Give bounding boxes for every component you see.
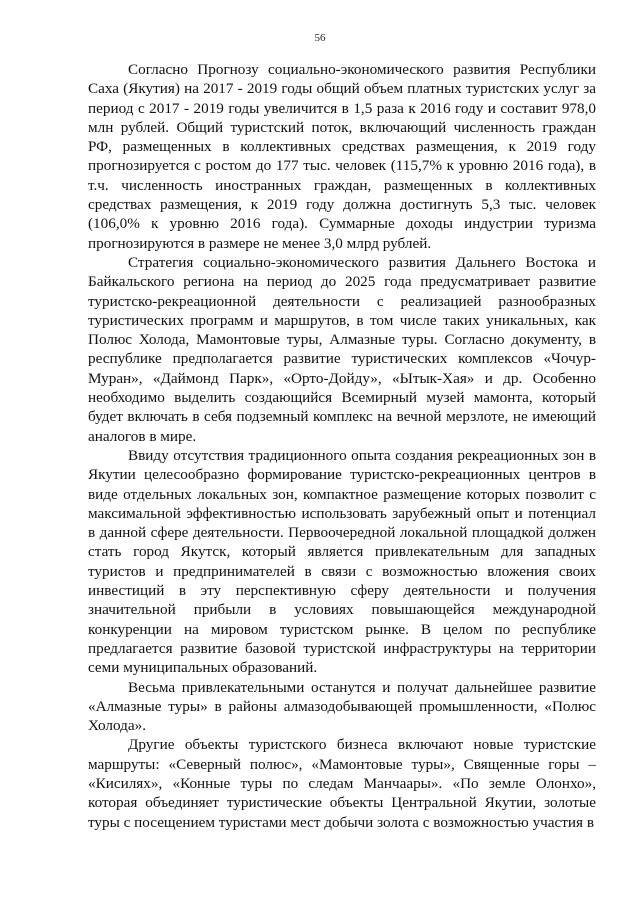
- document-body: [88, 60, 596, 832]
- paragraph-tourism-forecast: Согласно Прогнозу социально-экономического развития Республики Саха (Якутия) на 2017 - 2019 годы общий объем платных туристских услуг за период с 2017 - 2019 годы увеличится в 1,5 раза к 2016 году и составит 978,0 млн рублей. Общий туристский поток, включающий численность граждан РФ, размещенных в коллективных средствах размещения, к 2019 году прогнозируется с ростом до 177 тыс. человек (115,7% к уровню 2016 года), в т.ч. численность иностранных граждан, размещенных в коллективных средствах размещения, к 2019 году должна достигнуть 5,3 тыс. человек (106,0% к уровню 2016 года). Суммарные доходы индустрии туризма прогнозируются в размере не менее 3,0 млрд рублей.: [88, 61, 596, 252]
- page-number: 56: [314, 32, 326, 44]
- paragraph-development-strategy: Стратегия социально-экономического развития Дальнего Востока и Байкальского региона на период до 2025 года предусматривает развитие туристско-рекреационной деятельности с реализацией разнообразных туристических программ и маршрутов, в том числе таких уникальных, как Полюс Холода, Мамонтовые туры, Алмазные туры. Согласно документу, в республике предполагается развитие туристических комплексов «Чочур-Муран», «Даймонд Парк», «Орто-Дойду», «Ытык-Хая» и др. Особенно необходимо выделить создающийся Всемирный музей мамонта, который будет включать в себя подземный комплекс на вечной мерзлоте, не имеющий аналогов в мире.: [88, 253, 596, 445]
- paragraph-other-objects: Другие объекты туристского бизнеса включают новые туристские маршруты: «Северный полюс», «Мамонтовые туры», Священные горы – «Кисилях», «Конные туры по следам Манчаары». «По земле Олонхо», которая объединяет туристические объекты Центральной Якутии, золотые туры с посещением туристами мест добычи золота с возможностью участия в: [88, 736, 596, 831]
- paragraph-attractive-tours: Весьма привлекательными останутся и получат дальнейшее развитие «Алмазные туры» в районы алмазодобывающей промышленности, «Полюс Холода».: [88, 678, 596, 735]
- paragraph-recreation-zones: Ввиду отсутствия традиционного опыта создания рекреационных зон в Якутии целесообразно формирование туристско-рекреационных центров в виде отдельных локальных зон, компактное размещение которых позволит с максимальной эффективностью использовать зарубежный опыт и потенциал в данной сфере деятельности. Первоочередной локальной площадкой должен стать город Якутск, который является привлекательным для западных туристов и предпринимателей в связи с возможностью вложения своих инвестиций в эту перспективную сферу деятельности и получения значительной прибыли в условиях повышающейся международной конкуренции на мировом туристском рынке. В целом по республике предлагается развитие базовой туристской инфраструктуры на территории семи муниципальных образований.: [88, 446, 596, 677]
